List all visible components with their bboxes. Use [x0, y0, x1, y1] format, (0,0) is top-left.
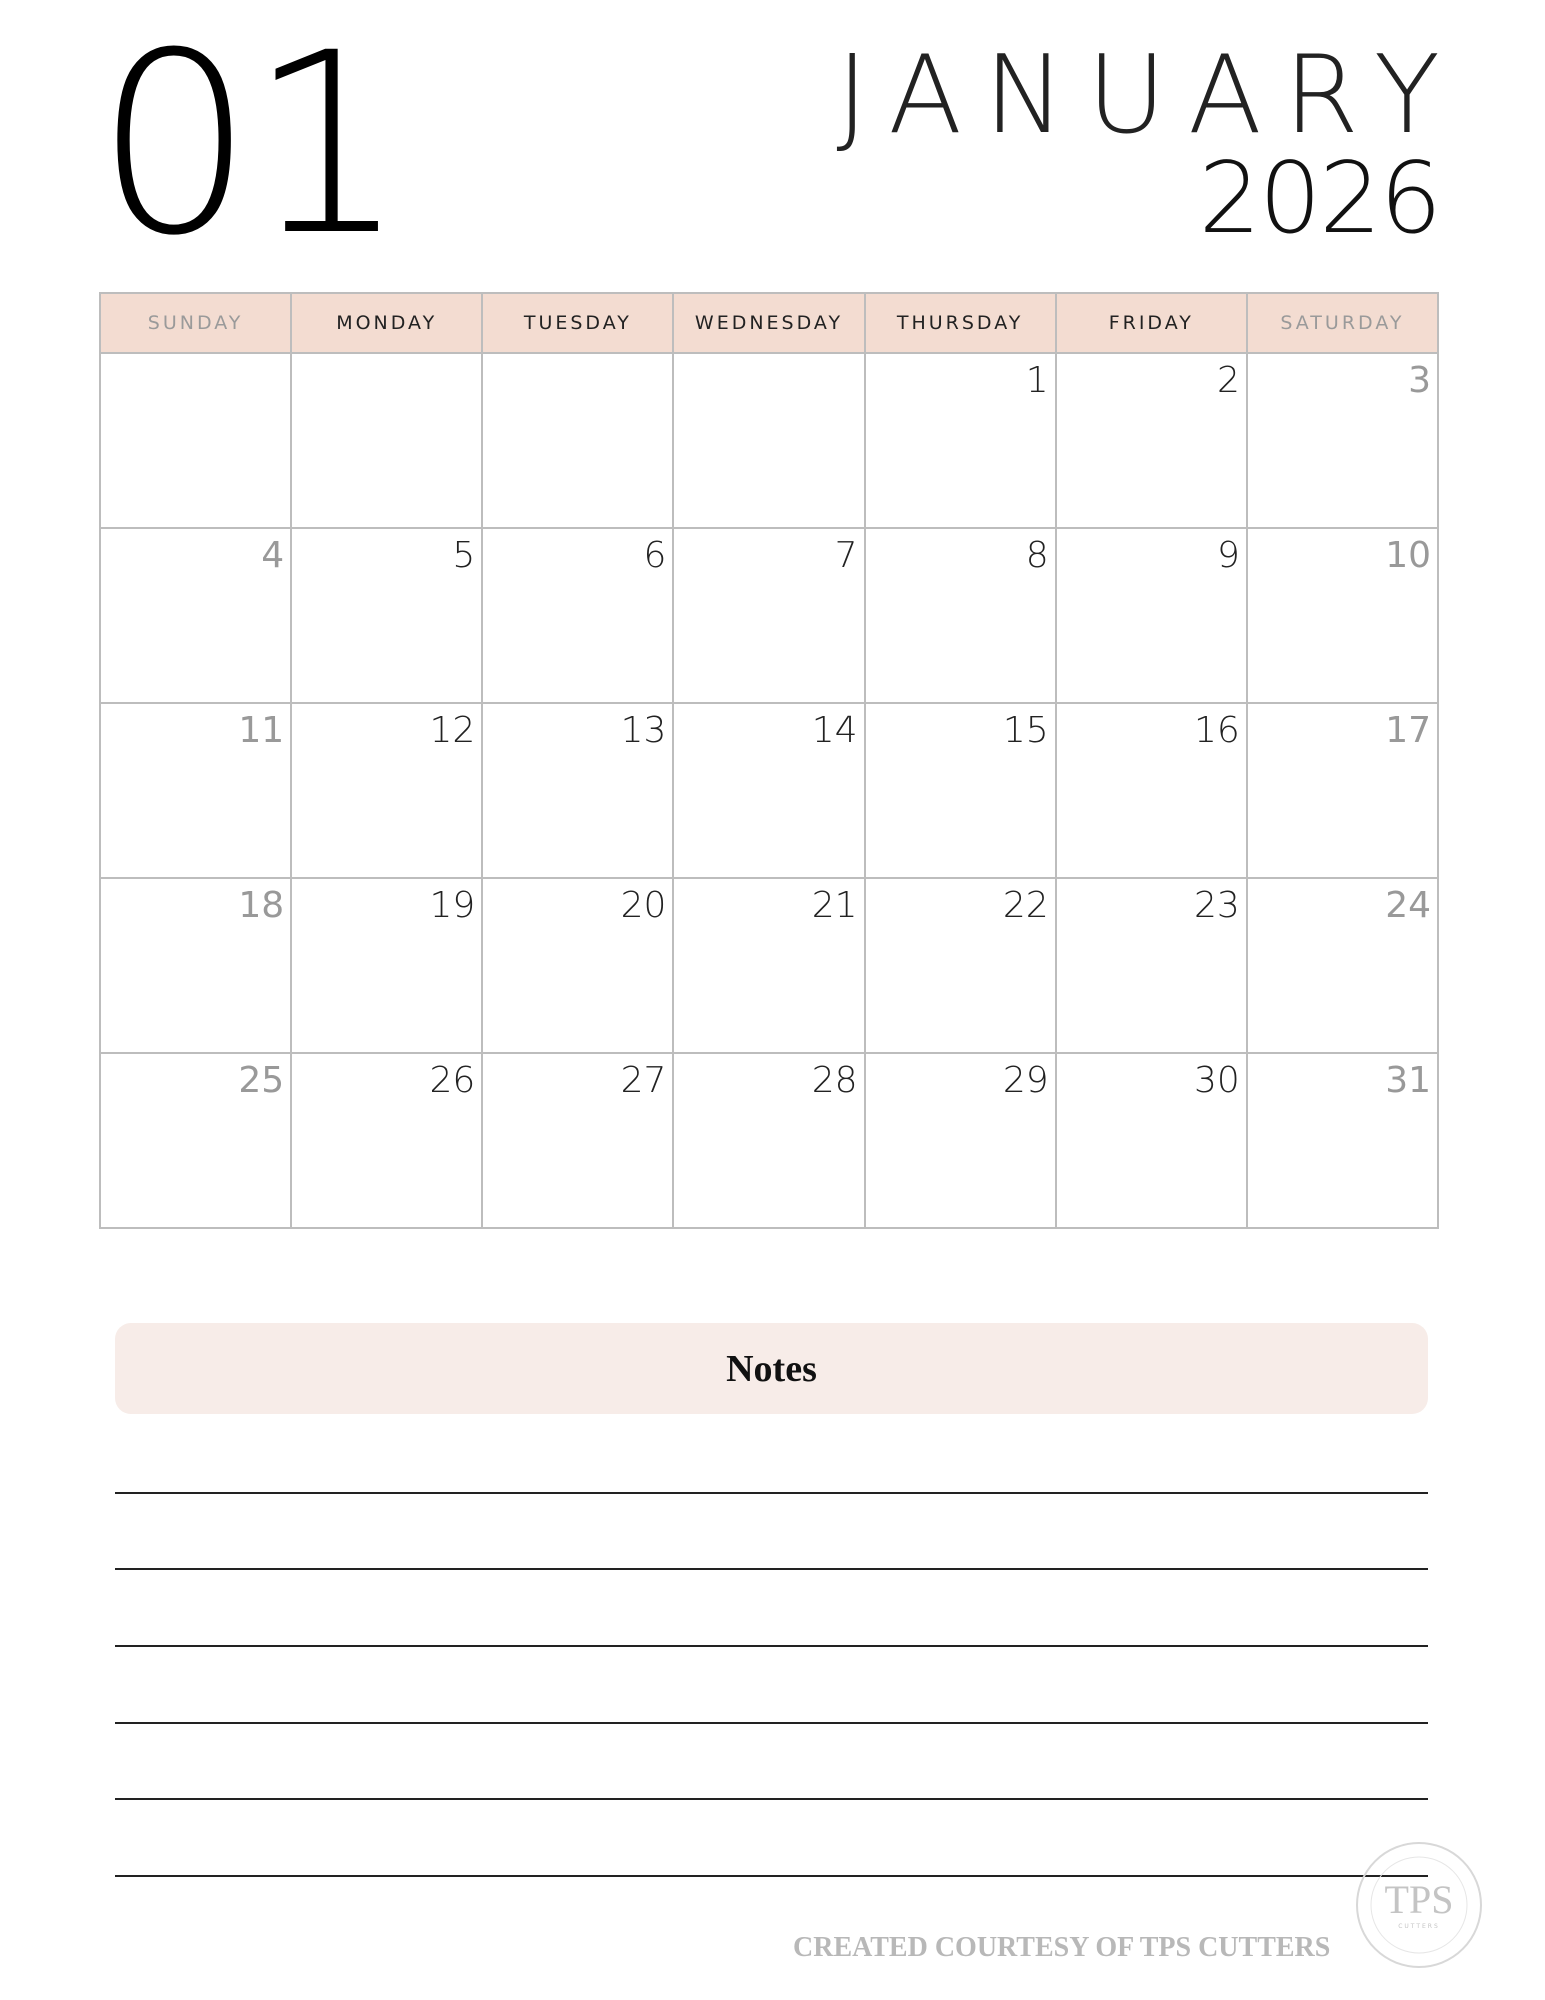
calendar-day-cell[interactable]	[1247, 528, 1438, 703]
month-number: 01	[95, 0, 402, 290]
day-number: 17	[1385, 710, 1431, 751]
calendar-day-cell[interactable]	[100, 528, 291, 703]
calendar-day-cell[interactable]	[865, 353, 1056, 528]
day-number	[674, 354, 863, 360]
calendar-day-cell[interactable]	[673, 353, 864, 528]
day-number: 27	[620, 1060, 667, 1101]
weekday-header: THURSDAY	[865, 293, 1056, 353]
calendar-day-cell[interactable]	[100, 878, 291, 1053]
calendar-grid	[99, 292, 1439, 1229]
weekday-header-row	[100, 293, 1438, 353]
day-number: 29	[1002, 1060, 1049, 1101]
calendar-day-cell[interactable]	[673, 1053, 864, 1228]
day-number: 8	[1025, 535, 1049, 576]
calendar-day-cell[interactable]	[1056, 878, 1247, 1053]
calendar-week-row	[100, 878, 1438, 1053]
calendar-day-cell[interactable]	[482, 1053, 673, 1228]
day-number: 22	[1002, 885, 1049, 926]
notes-title: Notes	[726, 1347, 817, 1390]
day-number: 20	[620, 885, 667, 926]
calendar-day-cell[interactable]	[865, 1053, 1056, 1228]
note-line[interactable]	[115, 1645, 1428, 1647]
day-number: 18	[238, 885, 285, 926]
calendar-day-cell[interactable]	[482, 528, 673, 703]
calendar-week-row	[100, 353, 1438, 528]
day-number: 5	[452, 535, 476, 576]
calendar-day-cell[interactable]	[291, 878, 482, 1053]
day-number: 23	[1194, 885, 1240, 926]
day-number: 14	[811, 710, 858, 751]
day-number: 25	[238, 1060, 285, 1101]
day-number: 13	[620, 710, 667, 751]
calendar-day-cell[interactable]	[673, 703, 864, 878]
calendar-week-row	[100, 1053, 1438, 1228]
day-number: 7	[834, 535, 858, 576]
calendar-day-cell[interactable]	[865, 528, 1056, 703]
calendar-day-cell[interactable]	[1056, 528, 1247, 703]
calendar-body	[100, 353, 1438, 1228]
day-number: 15	[1002, 710, 1049, 751]
day-number	[483, 354, 672, 360]
calendar-day-cell[interactable]	[865, 878, 1056, 1053]
calendar-day-cell[interactable]	[100, 1053, 291, 1228]
calendar-day-cell[interactable]	[100, 353, 291, 528]
day-number: 21	[811, 885, 858, 926]
day-number: 26	[429, 1060, 476, 1101]
weekday-header: SATURDAY	[1247, 293, 1438, 353]
day-number: 4	[261, 535, 285, 576]
day-number: 16	[1194, 710, 1240, 751]
day-number: 12	[429, 710, 476, 751]
day-number: 1	[1025, 360, 1049, 401]
calendar-day-cell[interactable]	[865, 703, 1056, 878]
logo-subtext: CUTTERS	[1398, 1923, 1440, 1930]
calendar-day-cell[interactable]	[482, 353, 673, 528]
calendar-day-cell[interactable]	[673, 878, 864, 1053]
calendar-day-cell[interactable]	[100, 703, 291, 878]
calendar-day-cell[interactable]	[1247, 878, 1438, 1053]
calendar-day-cell[interactable]	[291, 1053, 482, 1228]
calendar-day-cell[interactable]	[291, 353, 482, 528]
calendar-day-cell[interactable]	[1247, 1053, 1438, 1228]
day-number: 2	[1216, 360, 1240, 401]
calendar-day-cell[interactable]	[1056, 703, 1247, 878]
day-number: 3	[1408, 360, 1431, 401]
day-number	[101, 354, 290, 360]
credit-text: CREATED COURTESY OF TPS CUTTERS	[793, 1932, 1331, 1963]
calendar-day-cell[interactable]	[1056, 353, 1247, 528]
day-number: 31	[1385, 1060, 1431, 1101]
weekday-header: TUESDAY	[482, 293, 673, 353]
day-number	[292, 354, 481, 360]
calendar-day-cell[interactable]	[1247, 703, 1438, 878]
weekday-header: FRIDAY	[1056, 293, 1247, 353]
month-name: JANUARY	[836, 33, 1462, 158]
year: 2026	[1198, 142, 1440, 256]
weekday-header: SUNDAY	[100, 293, 291, 353]
calendar-day-cell[interactable]	[291, 703, 482, 878]
calendar-week-row	[100, 703, 1438, 878]
day-number: 10	[1385, 535, 1431, 576]
logo-text: TPS	[1384, 1877, 1454, 1922]
calendar-day-cell[interactable]	[291, 528, 482, 703]
note-line[interactable]	[115, 1568, 1428, 1570]
day-number: 28	[811, 1060, 858, 1101]
note-line[interactable]	[115, 1492, 1428, 1494]
calendar-day-cell[interactable]	[1247, 353, 1438, 528]
weekday-header: WEDNESDAY	[673, 293, 864, 353]
tps-logo	[1354, 1840, 1484, 1970]
notes-header	[115, 1323, 1428, 1414]
calendar-day-cell[interactable]	[1056, 1053, 1247, 1228]
weekday-header: MONDAY	[291, 293, 482, 353]
day-number: 11	[238, 710, 285, 751]
note-line[interactable]	[115, 1798, 1428, 1800]
day-number: 30	[1194, 1060, 1240, 1101]
note-line[interactable]	[115, 1722, 1428, 1724]
note-line[interactable]	[115, 1875, 1428, 1877]
calendar-day-cell[interactable]	[673, 528, 864, 703]
calendar-day-cell[interactable]	[482, 703, 673, 878]
day-number: 19	[429, 885, 476, 926]
day-number: 6	[643, 535, 667, 576]
calendar-day-cell[interactable]	[482, 878, 673, 1053]
calendar-week-row	[100, 528, 1438, 703]
day-number: 9	[1216, 535, 1240, 576]
day-number: 24	[1385, 885, 1431, 926]
